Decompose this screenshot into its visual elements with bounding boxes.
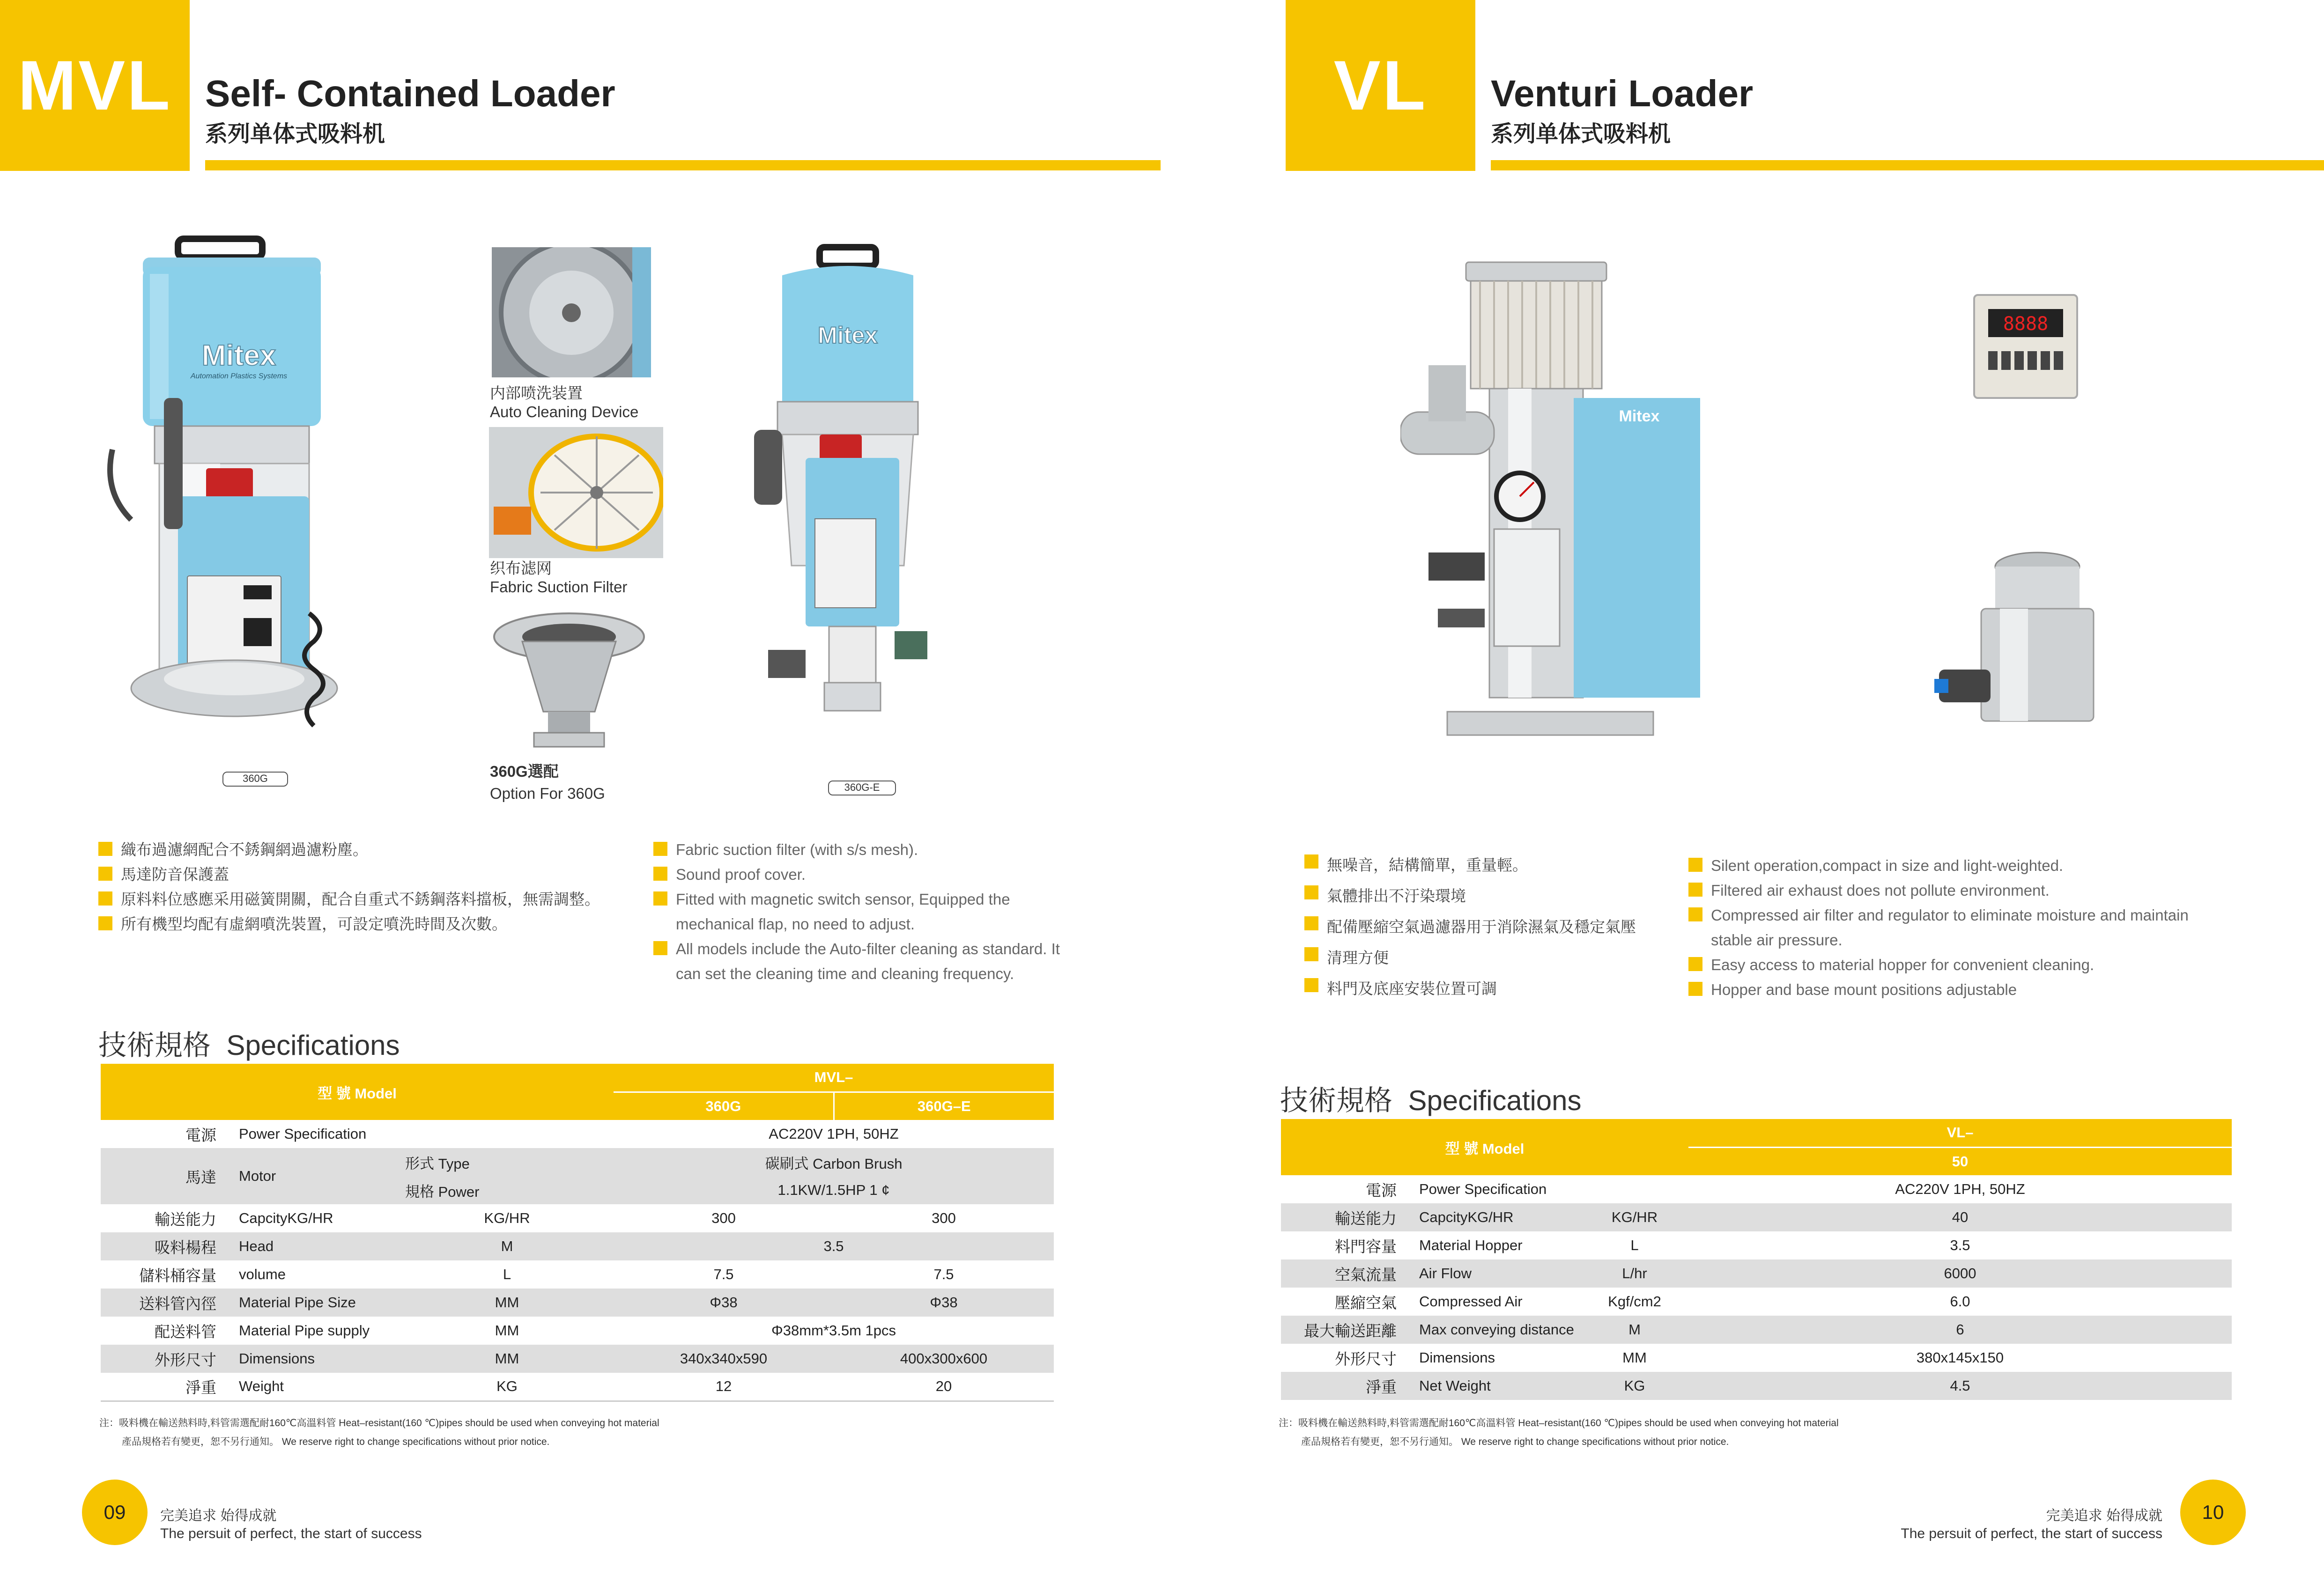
left-spec-heading: 技術規格 Specifications [98, 1030, 400, 1061]
vl-code-box: VL [1286, 0, 1475, 171]
list-item: 馬達防音保護蓋 [98, 862, 660, 887]
model-header: 型 號 Model [1281, 1119, 1688, 1175]
list-item: Fitted with magnetic switch sensor, Equipped the mechanical flap, no need to adjust. [653, 887, 1066, 936]
list-item: Hopper and base mount positions adjustable [1688, 977, 2208, 1002]
right-spec-table [1281, 1119, 2232, 1400]
list-item: Silent operation,compact in size and light-weighted. [1688, 853, 2208, 878]
series-header: VL– [1688, 1119, 2232, 1147]
page-number-10: 10 [2180, 1480, 2246, 1545]
left-note-2: 產品規格若有變更，恕不另行通知。 We reserve right to change specifications without prior notice. [122, 1436, 550, 1447]
loader-360g-photo [98, 229, 370, 768]
table-row: 輸送能力 CapcityKG/HR KG/HR 300 300 [155, 1210, 956, 1228]
timer-controller-photo [1969, 290, 2082, 403]
mitex-logo-e: Mitex [818, 322, 878, 348]
fabric-filter-en: Fabric Suction Filter [490, 578, 628, 596]
table-row: 吸料楊程 Head M 3.5 [101, 1232, 1054, 1260]
right-title-en: Venturi Loader [1491, 73, 1754, 114]
fabric-filter-cn: 织布滤网 [490, 560, 552, 577]
table-row: 淨重 Weight KG 12 20 [101, 1373, 1054, 1401]
venturi-core-photo [1934, 548, 2098, 730]
list-item: 料門及底座安裝位置可調 [1304, 973, 1688, 1004]
auto-cleaning-device-photo [492, 247, 651, 377]
right-spec-heading: 技術規格 Specifications [1280, 1085, 1582, 1116]
table-row: 外形尺寸 Dimensions MM 380x145x150 [1335, 1349, 2004, 1368]
list-item: 織布過濾網配合不銹鋼網過濾粉塵。 [98, 837, 660, 862]
series-header: MVL– [614, 1064, 1054, 1092]
mvl-code-box: MVL [0, 0, 190, 171]
tag-360g-e: 360G-E [828, 781, 896, 795]
table-row: 送料管內徑 Material Pipe Size MM Φ38 Φ38 [101, 1289, 1054, 1317]
list-item: Compressed air filter and regulator to eliminate moisture and maintain stable air pressure. [1688, 903, 2208, 952]
left-footer-en: The persuit of perfect, the start of success [160, 1526, 422, 1541]
fabric-suction-filter-photo [489, 427, 663, 558]
option-cn: 360G選配 [490, 763, 559, 780]
left-spec-table [101, 1064, 1054, 1402]
table-row: 最大輸送距離 Max conveying distance M 6 [1281, 1316, 2232, 1344]
right-title-bar [1491, 160, 2324, 170]
list-item: All models include the Auto-filter cleaning as standard. It can set the cleaning time and cleaning frequency. [653, 936, 1066, 986]
right-title-cn: 系列单体式吸料机 [1491, 122, 1671, 147]
right-footer-en: The persuit of perfect, the start of success [1901, 1526, 2162, 1541]
table-row: 規格 Power 1.1KW/1.5HP 1 ¢ [101, 1176, 1054, 1204]
left-features-cn [98, 837, 660, 936]
left-title-cn: 系列单体式吸料机 [205, 122, 385, 147]
list-item: Filtered air exhaust does not pollute environment. [1688, 878, 2208, 903]
right-note-1: 注：吸料機在輸送熱料時,料管需選配耐160℃高溫料管 Heat–resistant(160 ℃)pipes should be used when conveying hot material [1279, 1418, 1839, 1429]
col-360g-e: 360G–E [834, 1092, 1054, 1120]
table-row: 儲料桶容量 volume L 7.5 7.5 [139, 1266, 954, 1284]
right-features-cn [1304, 850, 1688, 1004]
list-item: 配備壓縮空氣過濾器用于消除濕氣及穩定氣壓 [1304, 912, 1688, 943]
venturi-loader-photo [1400, 253, 1738, 749]
left-features-en [653, 837, 1066, 986]
tag-360g: 360G [222, 772, 288, 787]
table-row: 輸送能力 CapcityKG/HR KG/HR 40 [1281, 1203, 2232, 1231]
list-item: 氣體排出不汙染環境 [1304, 881, 1688, 912]
left-note-1: 注：吸料機在輸送熱料時,料管需選配耐160℃高溫料管 Heat–resistant(160 ℃)pipes should be used when conveying hot material [99, 1418, 659, 1429]
left-title-en: Self- Contained Loader [205, 73, 615, 114]
option-hopper-photo [492, 609, 646, 759]
model-header: 型 號 Model [101, 1064, 614, 1120]
table-row: 外形尺寸 Dimensions MM 340x340x590 400x300x600 [101, 1345, 1054, 1373]
col-360g: 360G [614, 1092, 834, 1120]
table-row: 料門容量 Material Hopper L 3.5 [1335, 1237, 1970, 1255]
table-row: 電源 Power Specification AC220V 1PH, 50HZ [185, 1126, 899, 1144]
table-row: 配送料管 Material Pipe supply MM Φ38mm*3.5m 1pcs [155, 1322, 896, 1340]
auto-cleaning-cn: 内部喷洗装置 [490, 384, 583, 402]
svg-text:8888: 8888 [2003, 313, 2049, 335]
right-note-2: 產品規格若有變更，恕不另行通知。 We reserve right to change specifications without prior notice. [1301, 1436, 1729, 1447]
table-row: 馬達 Motor 形式 Type 碳刷式 Carbon Brush [101, 1148, 1054, 1176]
list-item: Easy access to material hopper for convenient cleaning. [1688, 952, 2208, 977]
col-50: 50 [1688, 1147, 2232, 1175]
loader-360g-e-photo [735, 238, 960, 739]
list-item: Fabric suction filter (with s/s mesh). [653, 837, 1066, 862]
svg-text:Automation Plastics Systems: Automation Plastics Systems [190, 372, 288, 380]
left-title-bar [205, 160, 1161, 170]
option-en: Option For 360G [490, 785, 605, 802]
table-row: 電源 Power Specification AC220V 1PH, 50HZ [1366, 1181, 2025, 1199]
right-footer-cn: 完美追求 始得成就 [2046, 1508, 2162, 1524]
left-footer-cn: 完美追求 始得成就 [160, 1508, 277, 1524]
page-number-09: 09 [82, 1480, 148, 1545]
list-item: 無噪音，結構簡單，重量輕。 [1304, 850, 1688, 881]
list-item: Sound proof cover. [653, 862, 1066, 887]
mitex-logo: Mitex [201, 339, 276, 372]
list-item: 所有機型均配有虛網噴洗裝置，可設定噴洗時間及次數。 [98, 912, 660, 936]
list-item: 原料料位感應采用磁簧開關，配合自重式不銹鋼落料擋板，無需調整。 [98, 887, 660, 912]
list-item: 清理方便 [1304, 943, 1688, 973]
table-row: 空氣流量 Air Flow L/hr 6000 [1281, 1259, 2232, 1288]
table-row: 壓縮空氣 Compressed Air Kgf/cm2 6.0 [1335, 1293, 1970, 1311]
auto-cleaning-en: Auto Cleaning Device [490, 403, 639, 420]
right-features-en [1688, 853, 2208, 1002]
mitex-logo-vl: Mitex [1619, 407, 1660, 425]
table-row: 淨重 Net Weight KG 4.5 [1281, 1372, 2232, 1400]
